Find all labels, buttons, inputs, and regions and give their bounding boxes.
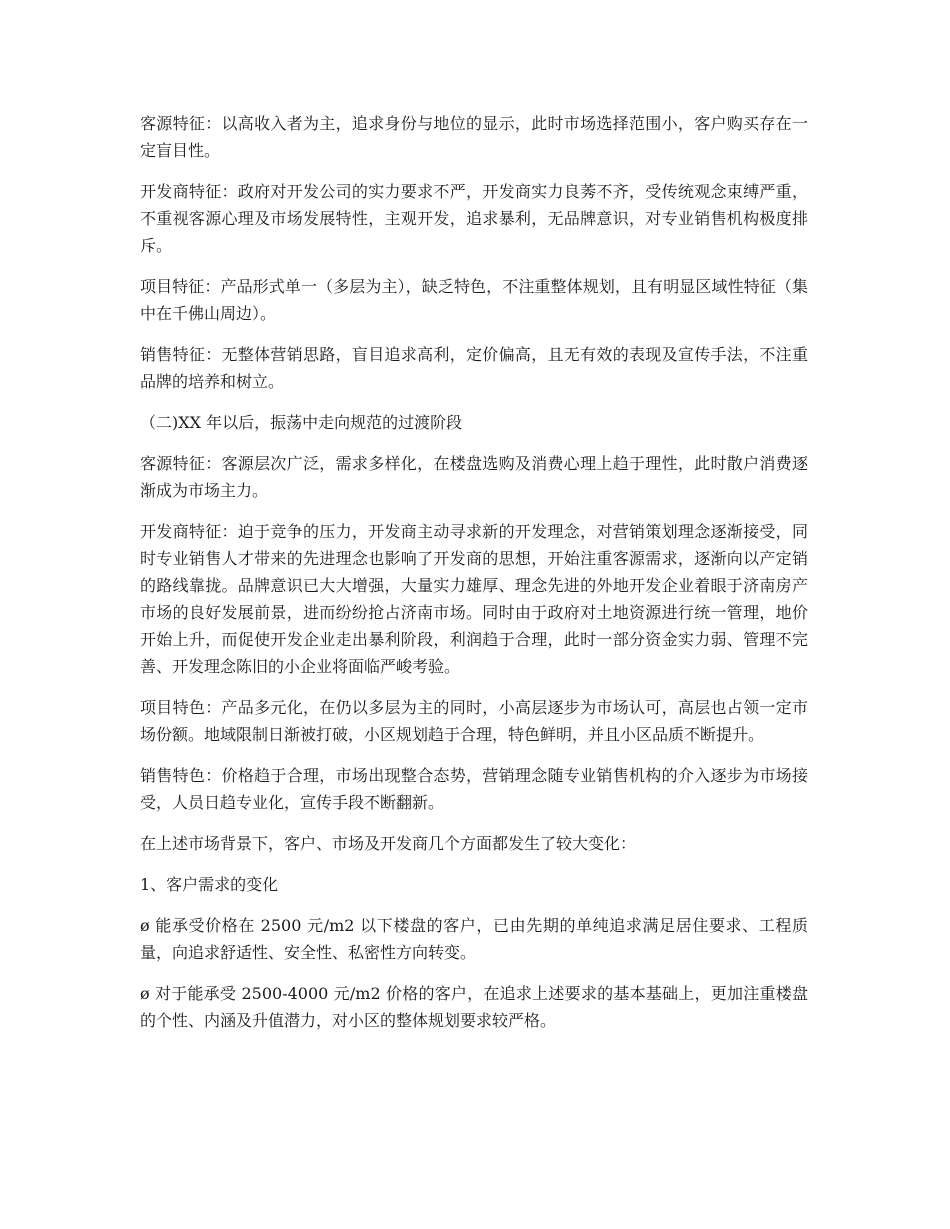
paragraph-developer-features-early: 开发商特征：政府对开发公司的实力要求不严，开发商实力良莠不齐，受传统观念束缚严重，不重视客源心理及市场发展特性，主观开发，追求暴利，无品牌意识，对专业销售机构极度排斥。 bbox=[140, 182, 808, 255]
paragraph-project-features-transition: 项目特色：产品多元化，在仍以多层为主的同时，小高层逐步为市场认可，高层也占领一定市场份额。地域限制日渐被打破，小区规划趋于合理，特色鲜明，并且小区品质不断提升。 bbox=[140, 698, 808, 744]
section-heading-transition-stage: （二)XX 年以后，振荡中走向规范的过渡阶段 bbox=[140, 413, 463, 432]
paragraph-market-background: 在上述市场背景下，客户、市场及开发商几个方面都发生了较大变化： bbox=[140, 834, 637, 853]
bullet-item-2500-4000: ø 对于能承受 2500-4000 元/m2 价格的客户，在追求上述要求的基本基础上，更加注重楼盘的个性、内涵及升值潜力，对小区的整体规划要求较严格。 bbox=[140, 984, 808, 1030]
paragraph-customer-features-transition: 客源特征：客源层次广泛，需求多样化，在楼盘选购及消费心理上趋于理性，此时散户消费逐渐成为市场主力。 bbox=[140, 454, 808, 500]
paragraph-developer-features-transition: 开发商特征：迫于竞争的压力，开发商主动寻求新的开发理念，对营销策划理念逐渐接受，同时专业销售人才带来的先进理念也影响了开发商的思想，开始注重客源需求，逐渐向以产定销的路线靠拢。品牌意识已大大增强，大量实力雄厚、理念先进的外地开发企业着眼于济南房产市场的良好发展前景，进而纷纷抢占济南市场。同时由于政府对土地资源进行统一管理，地价开始上升，而促使开发企业走出暴利阶段，利润趋于合理，此时一部分资金实力弱、管理不完善、开发理念陈旧的小企业将面临严峻考验。 bbox=[140, 522, 808, 676]
paragraph-customer-features-early: 客源特征：以高收入者为主，追求身份与地位的显示，此时市场选择范围小，客户购买存在一定盲目性。 bbox=[140, 114, 808, 160]
document-body bbox=[140, 110, 808, 1048]
paragraph-sales-features-early: 销售特征：无整体营销思路，盲目追求高利，定价偏高，且无有效的表现及宣传手法，不注重品牌的培养和树立。 bbox=[140, 345, 808, 391]
paragraph-sales-features-transition: 销售特色：价格趋于合理，市场出现整合态势，营销理念随专业销售机构的介入逐步为市场接受，人员日趋专业化，宣传手段不断翻新。 bbox=[140, 766, 808, 812]
bullet-item-below-2500: ø 能承受价格在 2500 元/m2 以下楼盘的客户，已由先期的单纯追求满足居住要求、工程质量，向追求舒适性、安全性、私密性方向转变。 bbox=[140, 916, 808, 962]
paragraph-project-features-early: 项目特征：产品形式单一（多层为主），缺乏特色，不注重整体规划，且有明显区域性特征（集中在千佛山周边）。 bbox=[140, 277, 808, 323]
section-heading-customer-demand: 1、客户需求的变化 bbox=[140, 875, 279, 894]
